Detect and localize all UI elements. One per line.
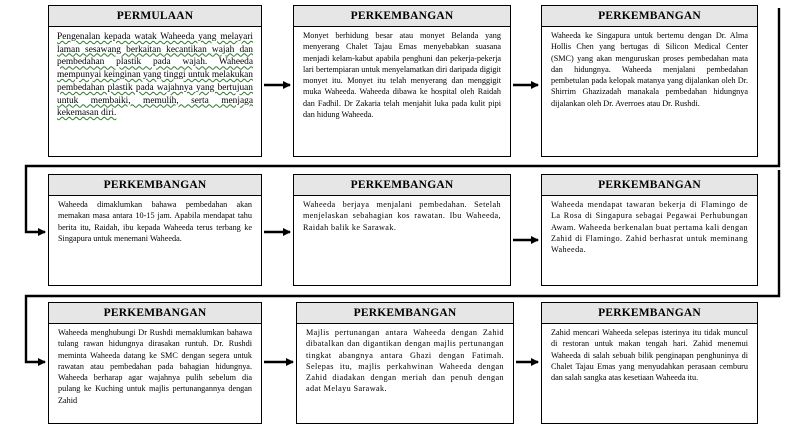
box-title: PERKEMBANGAN	[542, 6, 757, 27]
box-text: Waheeda mendapat tawaran bekerja di Flamingo de La Rosa di Singapura sebagai Pegawai Perhubungan Awam. Waheeda berkenalan buat pertama kali dengan Zahid di Flamingo. Zahid berhasrat untuk meminang Waheeda.	[551, 200, 748, 255]
box-perkembangan-7	[296, 302, 514, 424]
box-perkembangan-1	[293, 5, 511, 157]
box-text: Monyet berhidung besar atau monyet Belanda yang menyerang Chalet Tajau Emas menyebabkan suasana menjadi kelam-kabut apabila penghuni dan pekerja-pekerja lari bertempiaran untuk menyelamatkan diri daripada digigit monyet itu. Monyet itu telah menyerang dan menggigit muka Waheeda. Waheeda dibawa ke hospital oleh Raidah dan Fadhil. Dr Zakaria telah menjahit luka pada kulit pipi dan hidung Waheeda.	[303, 31, 501, 120]
box-text: Waheeda menghubungi Dr Rushdi memaklumkan bahawa tulang rawan hidungnya dirasakan runtuh. Dr. Rushdi meminta Waheeda datang ke SMC dengan segera untuk rawatan atau pembedahan pada bahagian hidungnya. Waheeda berharap agar wajahnya pulih sebelum dia pulang ke Kuching untuk majlis pertunangannya dengan Zahid	[58, 328, 252, 405]
box-title: PERKEMBANGAN	[297, 303, 513, 324]
box-text: Waheeda berjaya menjalani pembedahan. Setelah menjelaskan sebahagian kos rawatan. Ibu Waheeda, Raidah balik ke Sarawak.	[303, 200, 501, 232]
box-perkembangan-6	[48, 302, 262, 424]
box-title: PERMULAAN	[49, 6, 261, 27]
box-permulaan	[48, 5, 262, 157]
box-text: Waheeda ke Singapura untuk bertemu dengan Dr. Alma Hollis Chen yang bertugas di Silicon Medical Center (SMC) yang akan menguruskan proses pembedahan mata dan hidungnya. Waheeda menjalani pembedahan pembetulan pada kelopak matanya yang dijalankan oleh Dr. Shirrim Ghazizadah manakala pembedahan hidungnya dijalankan oleh Dr. Averroes atau Dr. Rushdi.	[551, 31, 748, 108]
box-title: PERKEMBANGAN	[542, 175, 757, 196]
box-perkembangan-8	[541, 302, 758, 424]
box-text: Waheeda dimaklumkan bahawa pembedahan akan memakan masa antara 10-15 jam. Apabila mendapat tahu berita itu, Raidah, ibu kepada Waheeda terus terbang ke Singapura untuk menemani Waheeda.	[58, 200, 252, 243]
box-perkembangan-3	[48, 174, 262, 286]
box-title: PERKEMBANGAN	[294, 6, 510, 27]
box-perkembangan-2	[541, 5, 758, 157]
box-title: PERKEMBANGAN	[294, 175, 510, 196]
box-title: PERKEMBANGAN	[542, 303, 757, 324]
box-text: Zahid mencari Waheeda selepas isterinya itu tidak muncul di restoran untuk makan tengah hari. Zahid menemui Waheeda di salah sebuah bilik penginapan penghuninya di Chalet Tajau Emas yang menyudahkan perasaan cemburu dan salah sangka atas kesetiaan Waheeda itu.	[551, 328, 748, 383]
box-perkembangan-5	[541, 174, 758, 286]
box-text: Pengenalan kepada watak Waheeda yang melayari laman sesawang berkaitan kecantikan wajah dan pembedahan plastik pada wajah. Waheeda mempunyai keinginan yang tinggi untuk melakukan pembedahan plastik pada wajahnya yang bertujuan untuk membaiki, memulih, serta menjaga kekemasan diri.	[57, 32, 253, 119]
box-perkembangan-4	[293, 174, 511, 286]
box-text: Majlis pertunangan antara Waheeda dengan Zahid dibatalkan dan digantikan dengan majlis pertunangan tingkat abangnya antara Ghazi dengan Fatimah. Selepas itu, majlis perkahwinan Waheeda dengan Zahid diadakan dengan meriah dan penuh dengan adat Melayu Sarawak.	[306, 328, 504, 394]
box-title: PERKEMBANGAN	[49, 303, 261, 324]
box-title: PERKEMBANGAN	[49, 175, 261, 196]
